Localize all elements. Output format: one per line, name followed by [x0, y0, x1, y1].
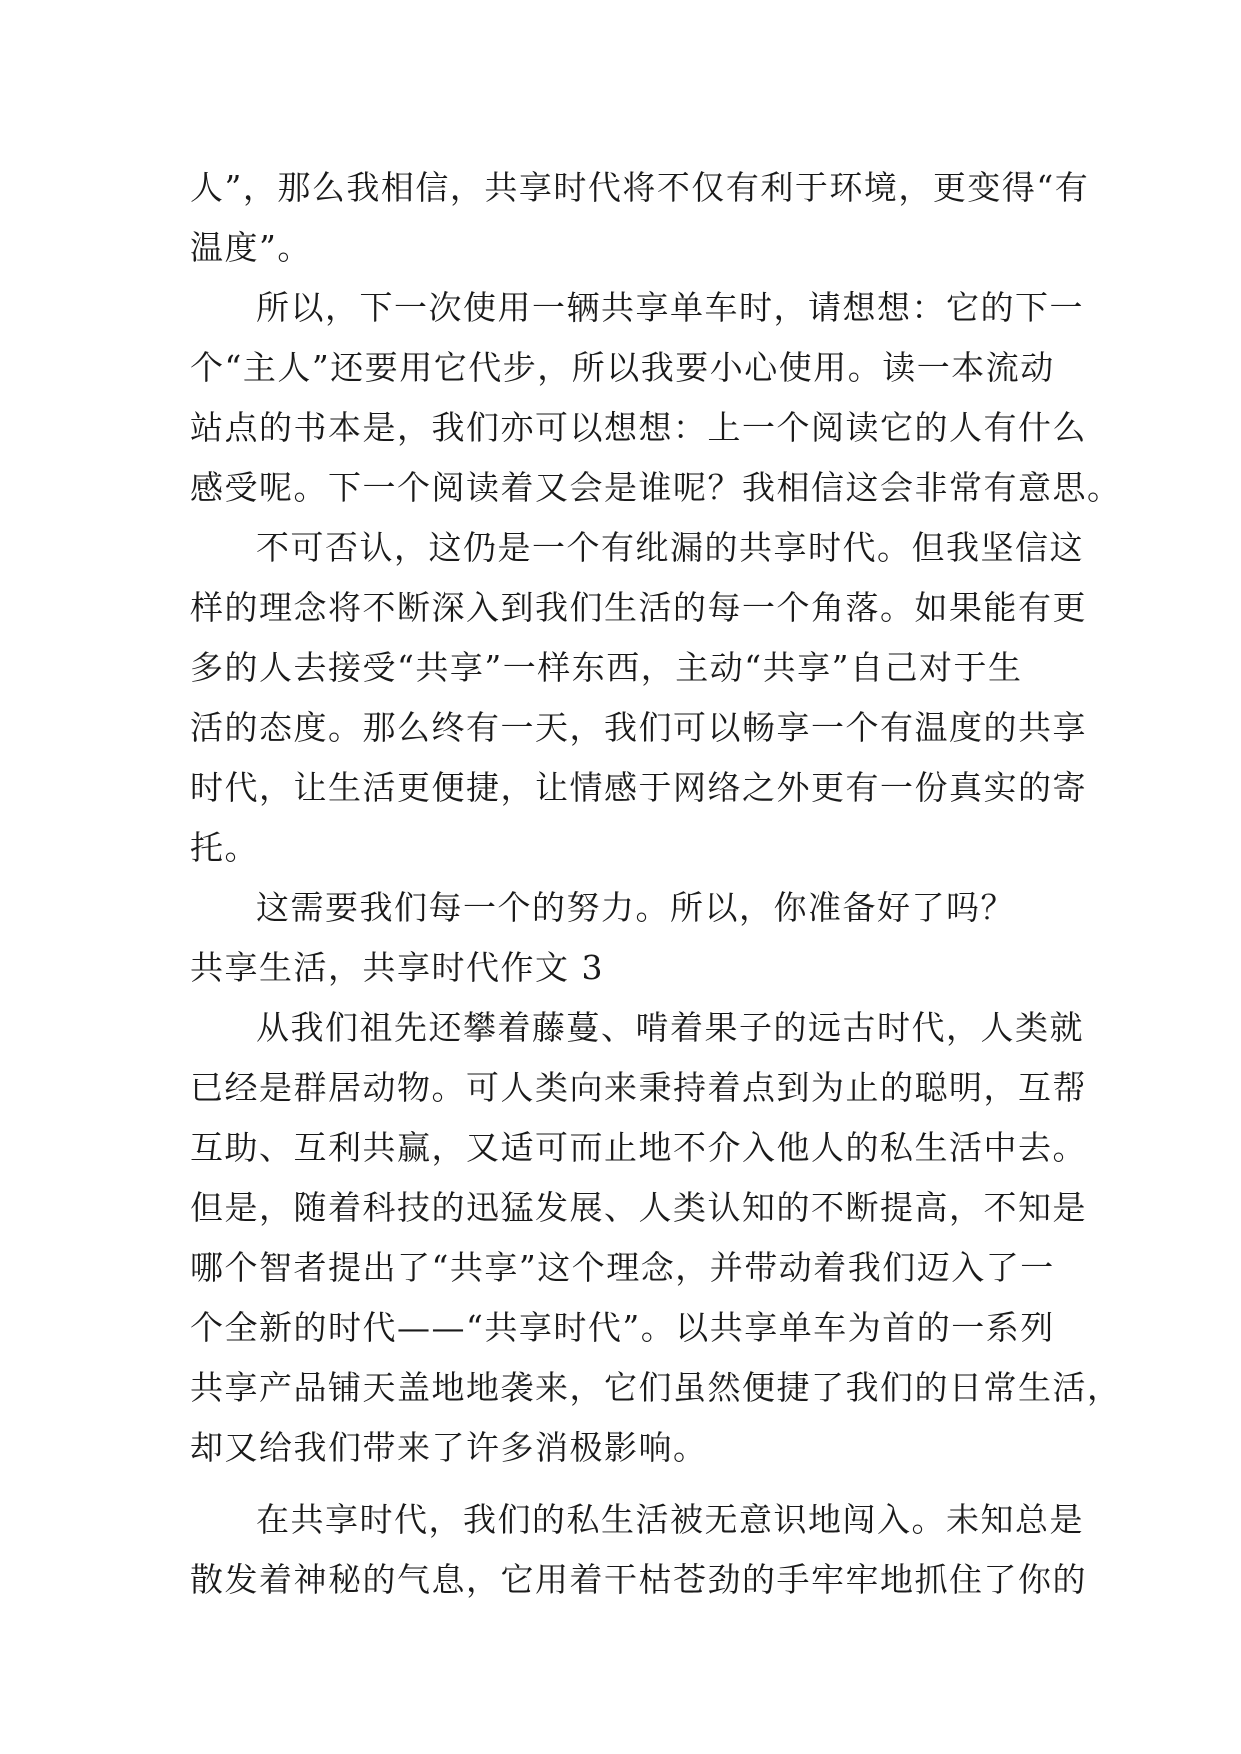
document-body [190, 158, 1122, 1610]
paragraph-start: 在共享时代，我们的私生活被无意识地闯入。未知总是 [256, 1500, 1084, 1539]
paragraph-start: 从我们祖先还攀着藤蔓、啃着果子的远古时代，人类就 [256, 1008, 1084, 1047]
text-line: 散发着神秘的气息，它用着干枯苍劲的手牢牢地抓住了你的 [190, 1560, 1087, 1599]
text-line: 个“主人”还要用它代步，所以我要小心使用。读一本流动 [190, 348, 1055, 387]
text-line: 感受呢。下一个阅读着又会是谁呢？我相信这会非常有意思。 [190, 468, 1122, 507]
text-line: 温度”。 [190, 228, 312, 267]
text-line: 互助、互利共赢，又适可而止地不介入他人的私生活中去。 [190, 1128, 1087, 1167]
text-line: 站点的书本是，我们亦可以想想：上一个阅读它的人有什么 [190, 408, 1087, 447]
text-line: 样的理念将不断深入到我们生活的每一个角落。如果能有更 [190, 588, 1087, 627]
text-line: 托。 [190, 828, 259, 867]
text-line: 却又给我们带来了许多消极影响。 [190, 1428, 708, 1467]
text-line: 已经是群居动物。可人类向来秉持着点到为止的聪明，互帮 [190, 1068, 1087, 1107]
text-line: 多的人去接受“共享”一样东西，主动“共享”自己对于生 [190, 648, 1023, 687]
paragraph-start: 不可否认，这仍是一个有纰漏的共享时代。但我坚信这 [256, 528, 1084, 567]
paragraph-start: 所以，下一次使用一辆共享单车时，请想想：它的下一 [256, 288, 1084, 327]
text-line: 活的态度。那么终有一天，我们可以畅享一个有温度的共享 [190, 708, 1087, 747]
text-line: 共享产品铺天盖地地袭来，它们虽然便捷了我们的日常生活， [190, 1368, 1122, 1407]
text-line: 哪个智者提出了“共享”这个理念，并带动着我们迈入了一 [190, 1248, 1055, 1287]
text-line: 个全新的时代——“共享时代”。以共享单车为首的一系列 [190, 1308, 1055, 1347]
paragraph-start: 这需要我们每一个的努力。所以，你准备好了吗？ [256, 888, 1015, 927]
text-line: 人”，那么我相信，共享时代将不仅有利于环境，更变得“有 [190, 168, 1090, 207]
text-line: 时代，让生活更便捷，让情感于网络之外更有一份真实的寄 [190, 768, 1087, 807]
section-heading: 共享生活，共享时代作文 3 [190, 948, 604, 987]
text-line: 但是，随着科技的迅猛发展、人类认知的不断提高，不知是 [190, 1188, 1087, 1227]
